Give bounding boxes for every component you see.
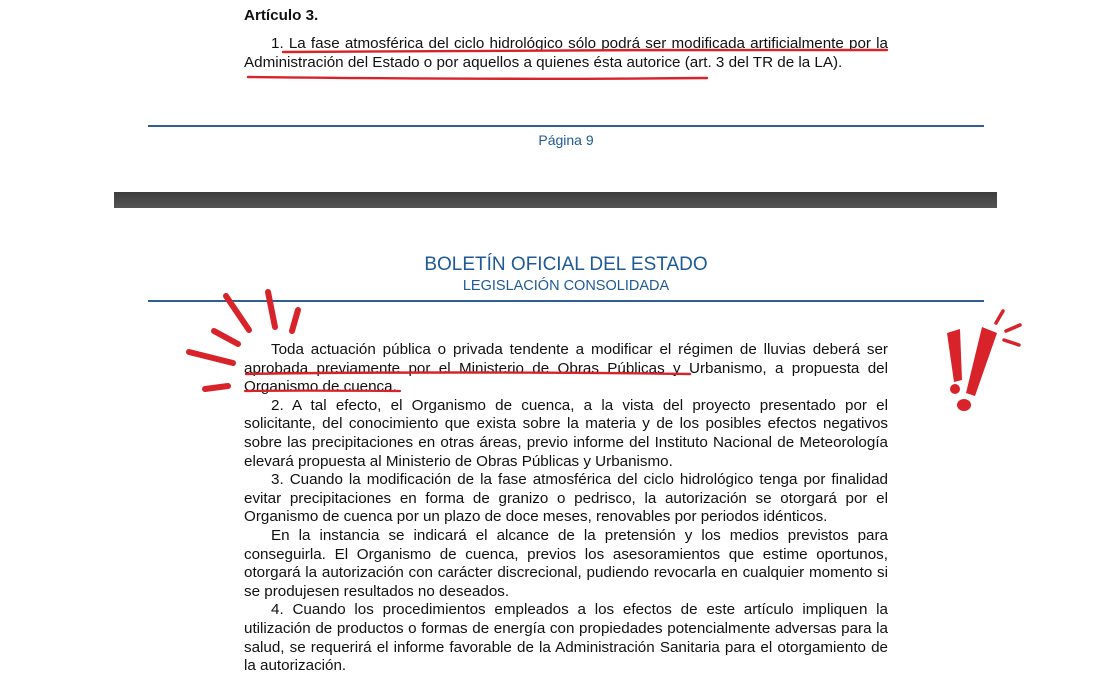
paragraph-3-b: En la instancia se indicará el alcance de la pretensión y los medios previstos para conseguirla. El Organismo de cuenca, previos los asesoramientos que estime oportunos, otorgará la autorización con carácter discrecional, pudiendo revocarla en cualquier momento si se produjesen resultados no deseados. xyxy=(244,526,888,600)
underline-2 xyxy=(248,77,707,79)
spark-stroke xyxy=(1006,325,1020,331)
red-spark-icon xyxy=(996,311,1020,345)
page-number: Página 9 xyxy=(538,132,594,148)
paragraph-2: 2. A tal efecto, el Organismo de cuenca, a la vista del proyecto presentado por el solicitante, del conocimiento que exista sobre la materia y de los posibles efectos negativos sobre las precipitaciones en otras áreas, previo informe del Instituto Nacional de Meteorología elevará propuesta al Ministerio de Obras Públicas y Urbanismo. xyxy=(244,396,888,470)
spark-stroke xyxy=(996,311,1003,323)
exclamation-bar-2 xyxy=(966,327,997,396)
page-separator xyxy=(114,192,997,208)
burst-stroke xyxy=(189,352,233,363)
article-body-main xyxy=(244,341,888,676)
exclamation-bar-1 xyxy=(947,329,962,382)
paragraph-1: 1. La fase atmosférica del ciclo hidrológico sólo podrá ser modificada artificialmente por la Administración del Estado o por aquellos a quienes ésta autorice (art. 3 del TR de la LA). xyxy=(244,35,888,71)
paragraph-4: 4. Cuando los procedimientos empleados a los efectos de este artículo impliquen la utilización de productos o formas de energía con propiedades potencialmente adversas para la salud, se requerirá el informe favorable de la Administración Sanitaria para el otorgamiento de la autorización. xyxy=(244,601,888,675)
burst-stroke xyxy=(214,331,238,344)
paragraph-3: 3. Cuando la modificación de la fase atmosférica del ciclo hidrológico tenga por finalidad evitar precipitaciones en forma de granizo o pedrisco, la autorización se otorgará por el Organismo de cuenca por un plazo de doce meses, renovables por periodos idénticos. xyxy=(244,471,888,526)
spark-stroke xyxy=(1004,340,1019,345)
boe-title: BOLETÍN OFICIAL DEL ESTADO xyxy=(424,254,708,275)
boe-subtitle: LEGISLACIÓN CONSOLIDADA xyxy=(462,278,670,294)
burst-stroke xyxy=(205,386,228,389)
header-rule xyxy=(148,300,984,302)
paragraph-continuation: Toda actuación pública o privada tendente a modificar el régimen de lluvias deberá ser aprobada previamente por el Ministerio de Obras Públicas y Urbanismo, a propuesta del Organismo de cuenca. xyxy=(244,341,888,396)
exclamation-dot-2 xyxy=(957,399,971,411)
article-heading: Artículo 3. xyxy=(244,7,319,24)
red-exclamation-icon xyxy=(947,327,997,411)
article-body-top xyxy=(244,35,888,72)
burst-stroke xyxy=(292,310,298,331)
exclamation-dot-1 xyxy=(950,384,960,394)
burst-stroke xyxy=(268,292,275,327)
footer-rule xyxy=(148,125,984,127)
